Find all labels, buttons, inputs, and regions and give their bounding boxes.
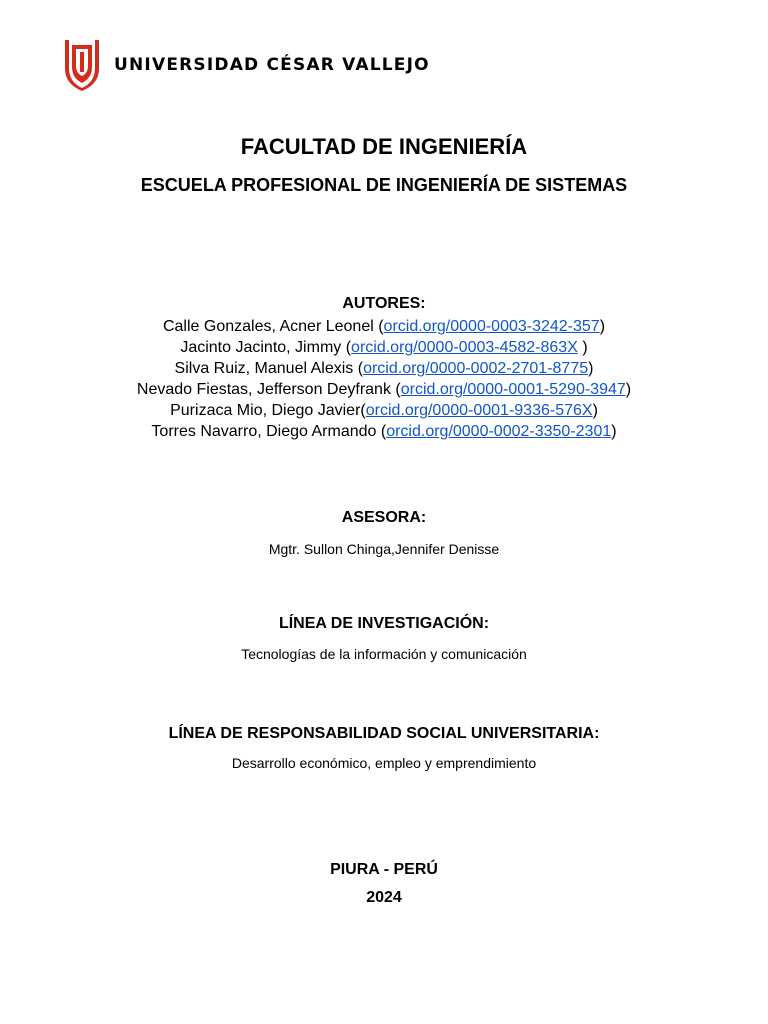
orcid-link[interactable]: orcid.org/0000-0002-2701-8775: [363, 360, 589, 377]
paren-close: ): [599, 318, 606, 335]
authors-list: [0, 316, 768, 442]
orcid-link[interactable]: orcid.org/0000-0001-9336-576X: [365, 402, 593, 419]
paren-close: ): [611, 423, 617, 440]
author-line: [0, 337, 768, 358]
paren-open: (: [341, 339, 352, 356]
author-line: [0, 316, 768, 337]
research-line-value: Tecnologías de la información y comunicación: [241, 646, 527, 662]
author-name: Calle Gonzales, Acner Leonel: [162, 318, 374, 335]
ucv-logo-icon: [60, 38, 104, 92]
paren-open: (: [390, 381, 401, 398]
author-line: [0, 379, 768, 400]
paren-close: ): [625, 381, 632, 398]
orcid-link[interactable]: orcid.org/0000-0001-5290-3947: [400, 381, 626, 398]
author-name: Nevado Fiestas, Jefferson Deyfrank: [136, 381, 391, 398]
adviser-heading: ASESORA:: [341, 509, 427, 526]
place: PIURA - PERÚ: [330, 861, 438, 878]
paren-open: (: [376, 423, 387, 440]
year: 2024: [366, 889, 402, 906]
author-line: [0, 358, 768, 379]
paren-open: (: [360, 402, 366, 419]
orcid-link[interactable]: orcid.org/0000-0003-4582-863X: [351, 339, 578, 356]
author-name: Silva Ruiz, Manuel Alexis: [174, 360, 354, 377]
author-line: [0, 421, 768, 442]
adviser-name: Mgtr. Sullon Chinga,Jennifer Denisse: [268, 541, 500, 557]
paren-close: ): [592, 402, 598, 419]
author-name: Jacinto Jacinto, Jimmy: [180, 339, 342, 356]
faculty-title: FACULTAD DE INGENIERÍA: [240, 134, 528, 159]
author-name: Torres Navarro, Diego Armando: [151, 423, 377, 440]
research-line-heading: LÍNEA DE INVESTIGACIÓN:: [278, 615, 490, 632]
orcid-link[interactable]: orcid.org/0000-0002-3350-2301: [386, 423, 612, 440]
paren-open: (: [353, 360, 364, 377]
university-name: UNIVERSIDAD CÉSAR VALLEJO: [114, 55, 430, 75]
school-title: ESCUELA PROFESIONAL DE INGENIERÍA DE SISTEMAS: [140, 175, 628, 195]
social-responsibility-heading: LÍNEA DE RESPONSABILIDAD SOCIAL UNIVERSITARIA:: [168, 725, 600, 742]
authors-heading: AUTORES:: [342, 295, 426, 312]
orcid-link[interactable]: orcid.org/0000-0003-3242-357: [383, 318, 600, 335]
university-header: [60, 38, 430, 92]
author-name: Purizaca Mio, Diego Javier: [170, 402, 361, 419]
paren-close: ): [588, 360, 594, 377]
paren-close: ): [577, 339, 588, 356]
social-responsibility-value: Desarrollo económico, empleo y emprendimiento: [231, 755, 537, 771]
paren-open: (: [373, 318, 384, 335]
author-line: [0, 400, 768, 421]
